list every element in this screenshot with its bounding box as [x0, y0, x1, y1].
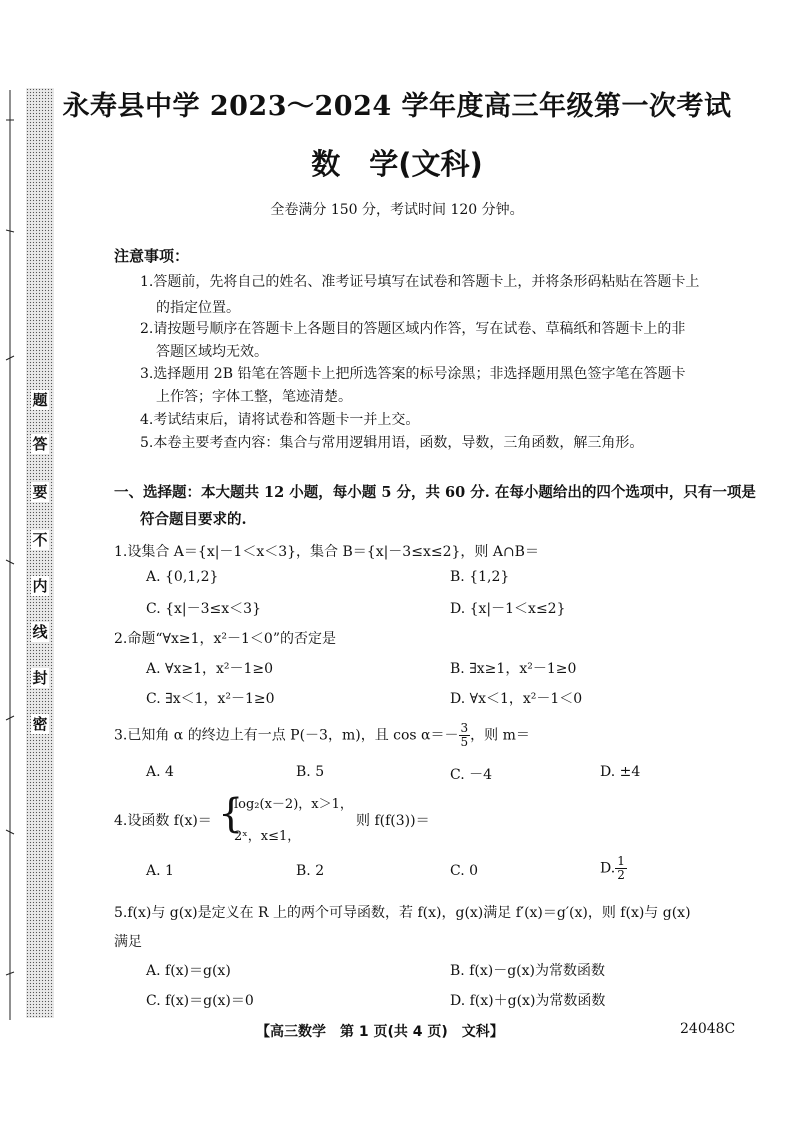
question-1-stem: 1.设集合 A＝{x|－1＜x＜3}，集合 B＝{x|－3≤x≤2}，则 A∩B＝: [114, 544, 539, 560]
q4-case-2: 2ˣ，x≤1，: [234, 829, 301, 844]
q3-option-b: B. 5: [296, 764, 325, 780]
notes-title: 注意事项：: [114, 247, 190, 265]
note-line: 的指定位置。: [156, 300, 240, 316]
q3-option-d: D. ±4: [600, 764, 641, 780]
binding-strip: [26, 88, 54, 1018]
subject-title-text: 数 学(文科): [311, 147, 483, 181]
note-line: 5.本卷主要考查内容：集合与常用逻辑用语，函数，导数，三角函数，解三角形。: [140, 435, 644, 451]
question-5-stem: 5.f(x)与 g(x)是定义在 R 上的两个可导函数，若 f(x)，g(x)满足 f′(x)＝g′(x)，则 f(x)与 g(x): [114, 905, 691, 921]
q5-option-c: C. f(x)＝g(x)＝0: [146, 993, 254, 1009]
q1-option-c: C. {x|－3≤x＜3}: [146, 601, 261, 617]
q4-option-d: [600, 855, 627, 882]
q5-option-d: D. f(x)＋g(x)为常数函数: [450, 993, 606, 1009]
q3-option-c: C. －4: [450, 767, 493, 783]
q3-frac-den: 5: [460, 735, 469, 749]
question-5-stem-cont: 满足: [114, 934, 142, 950]
q4-option-c: C. 0: [450, 863, 479, 879]
page-footer: 【高三数学 第 1 页(共 4 页) 文科】: [256, 1024, 504, 1040]
q4-d-fraction: [615, 855, 627, 882]
q4-option-a: A. 1: [146, 863, 174, 879]
q4-d-den: 2: [617, 868, 625, 882]
q2-option-b: B. ∃x≥1，x²－1≥0: [450, 661, 577, 677]
note-line: 答题区域均无效。: [156, 344, 268, 360]
strip-label: 要: [32, 483, 48, 501]
note-line: 1.答题前，先将自己的姓名、准考证号填写在试卷和答题卡上，并将条形码粘贴在答题卡上: [140, 274, 700, 290]
q2-option-c: C. ∃x＜1，x²－1≥0: [146, 691, 275, 707]
question-2-stem: 2.命题“∀x≥1，x²－1＜0”的否定是: [114, 631, 336, 647]
exam-title: 永寿县中学 2023～2024 学年度高三年级第一次考试: [62, 91, 732, 122]
strip-label: 内: [32, 577, 48, 595]
strip-label: 答: [32, 435, 48, 453]
q4-case-1: log₂(x－2)，x＞1，: [234, 797, 353, 812]
exam-code: 24048C: [680, 1021, 736, 1037]
note-line: 4.考试结束后，请将试卷和答题卡一并上交。: [140, 412, 420, 428]
strip-label: 题: [32, 391, 48, 409]
strip-label: 封: [32, 669, 48, 687]
strip-label: 不: [32, 531, 48, 549]
section-heading-cont: 符合题目要求的.: [140, 511, 247, 528]
q2-option-a: A. ∀x≥1，x²－1≥0: [146, 661, 274, 677]
question-3-stem: [114, 722, 530, 749]
q1-option-a: A. {0,1,2}: [146, 569, 219, 585]
strip-label: 密: [32, 715, 48, 733]
q4-d-num: 1: [617, 854, 625, 868]
question-4-stem-post: 则 f(f(3))＝: [356, 813, 430, 829]
strip-label: 线: [32, 623, 48, 641]
note-line: 2.请按题号顺序在答题卡上各题目的答题区域内作答，写在试卷、草稿纸和答题卡上的非: [140, 321, 686, 337]
q1-option-d: D. {x|－1＜x≤2}: [450, 601, 566, 617]
q4-option-d-label: D.: [600, 860, 616, 877]
section-heading: 一、选择题：本大题共 12 小题，每小题 5 分，共 60 分. 在每小题给出的四个选项中，只有一项是: [114, 484, 756, 501]
q2-option-d: D. ∀x＜1，x²－1＜0: [450, 691, 583, 707]
q5-option-a: A. f(x)＝g(x): [146, 963, 231, 979]
q1-option-b: B. {1,2}: [450, 569, 510, 585]
note-line: 3.选择题用 2B 铅笔在答题卡上把所选答案的标号涂黑；非选择题用黑色签字笔在答题卡: [140, 366, 686, 382]
q3-frac-num: 3: [460, 721, 469, 735]
q3-stem-pre: 3.已知角 α 的终边上有一点 P(－3，m)，且 cos α＝－: [114, 727, 459, 744]
q3-fraction: [459, 722, 471, 749]
question-4-stem-pre: 4.设函数 f(x)＝: [114, 813, 212, 829]
q4-option-b: B. 2: [296, 863, 325, 879]
score-info: 全卷满分 150 分，考试时间 120 分钟。: [270, 202, 524, 218]
q5-option-b: B. f(x)－g(x)为常数函数: [450, 963, 605, 979]
piecewise-brace: {: [218, 791, 244, 837]
subject-title: [0, 142, 794, 183]
q3-option-a: A. 4: [146, 764, 174, 780]
note-line: 上作答；字体工整，笔迹清楚。: [156, 389, 352, 405]
q3-stem-post: ，则 m＝: [470, 727, 530, 744]
